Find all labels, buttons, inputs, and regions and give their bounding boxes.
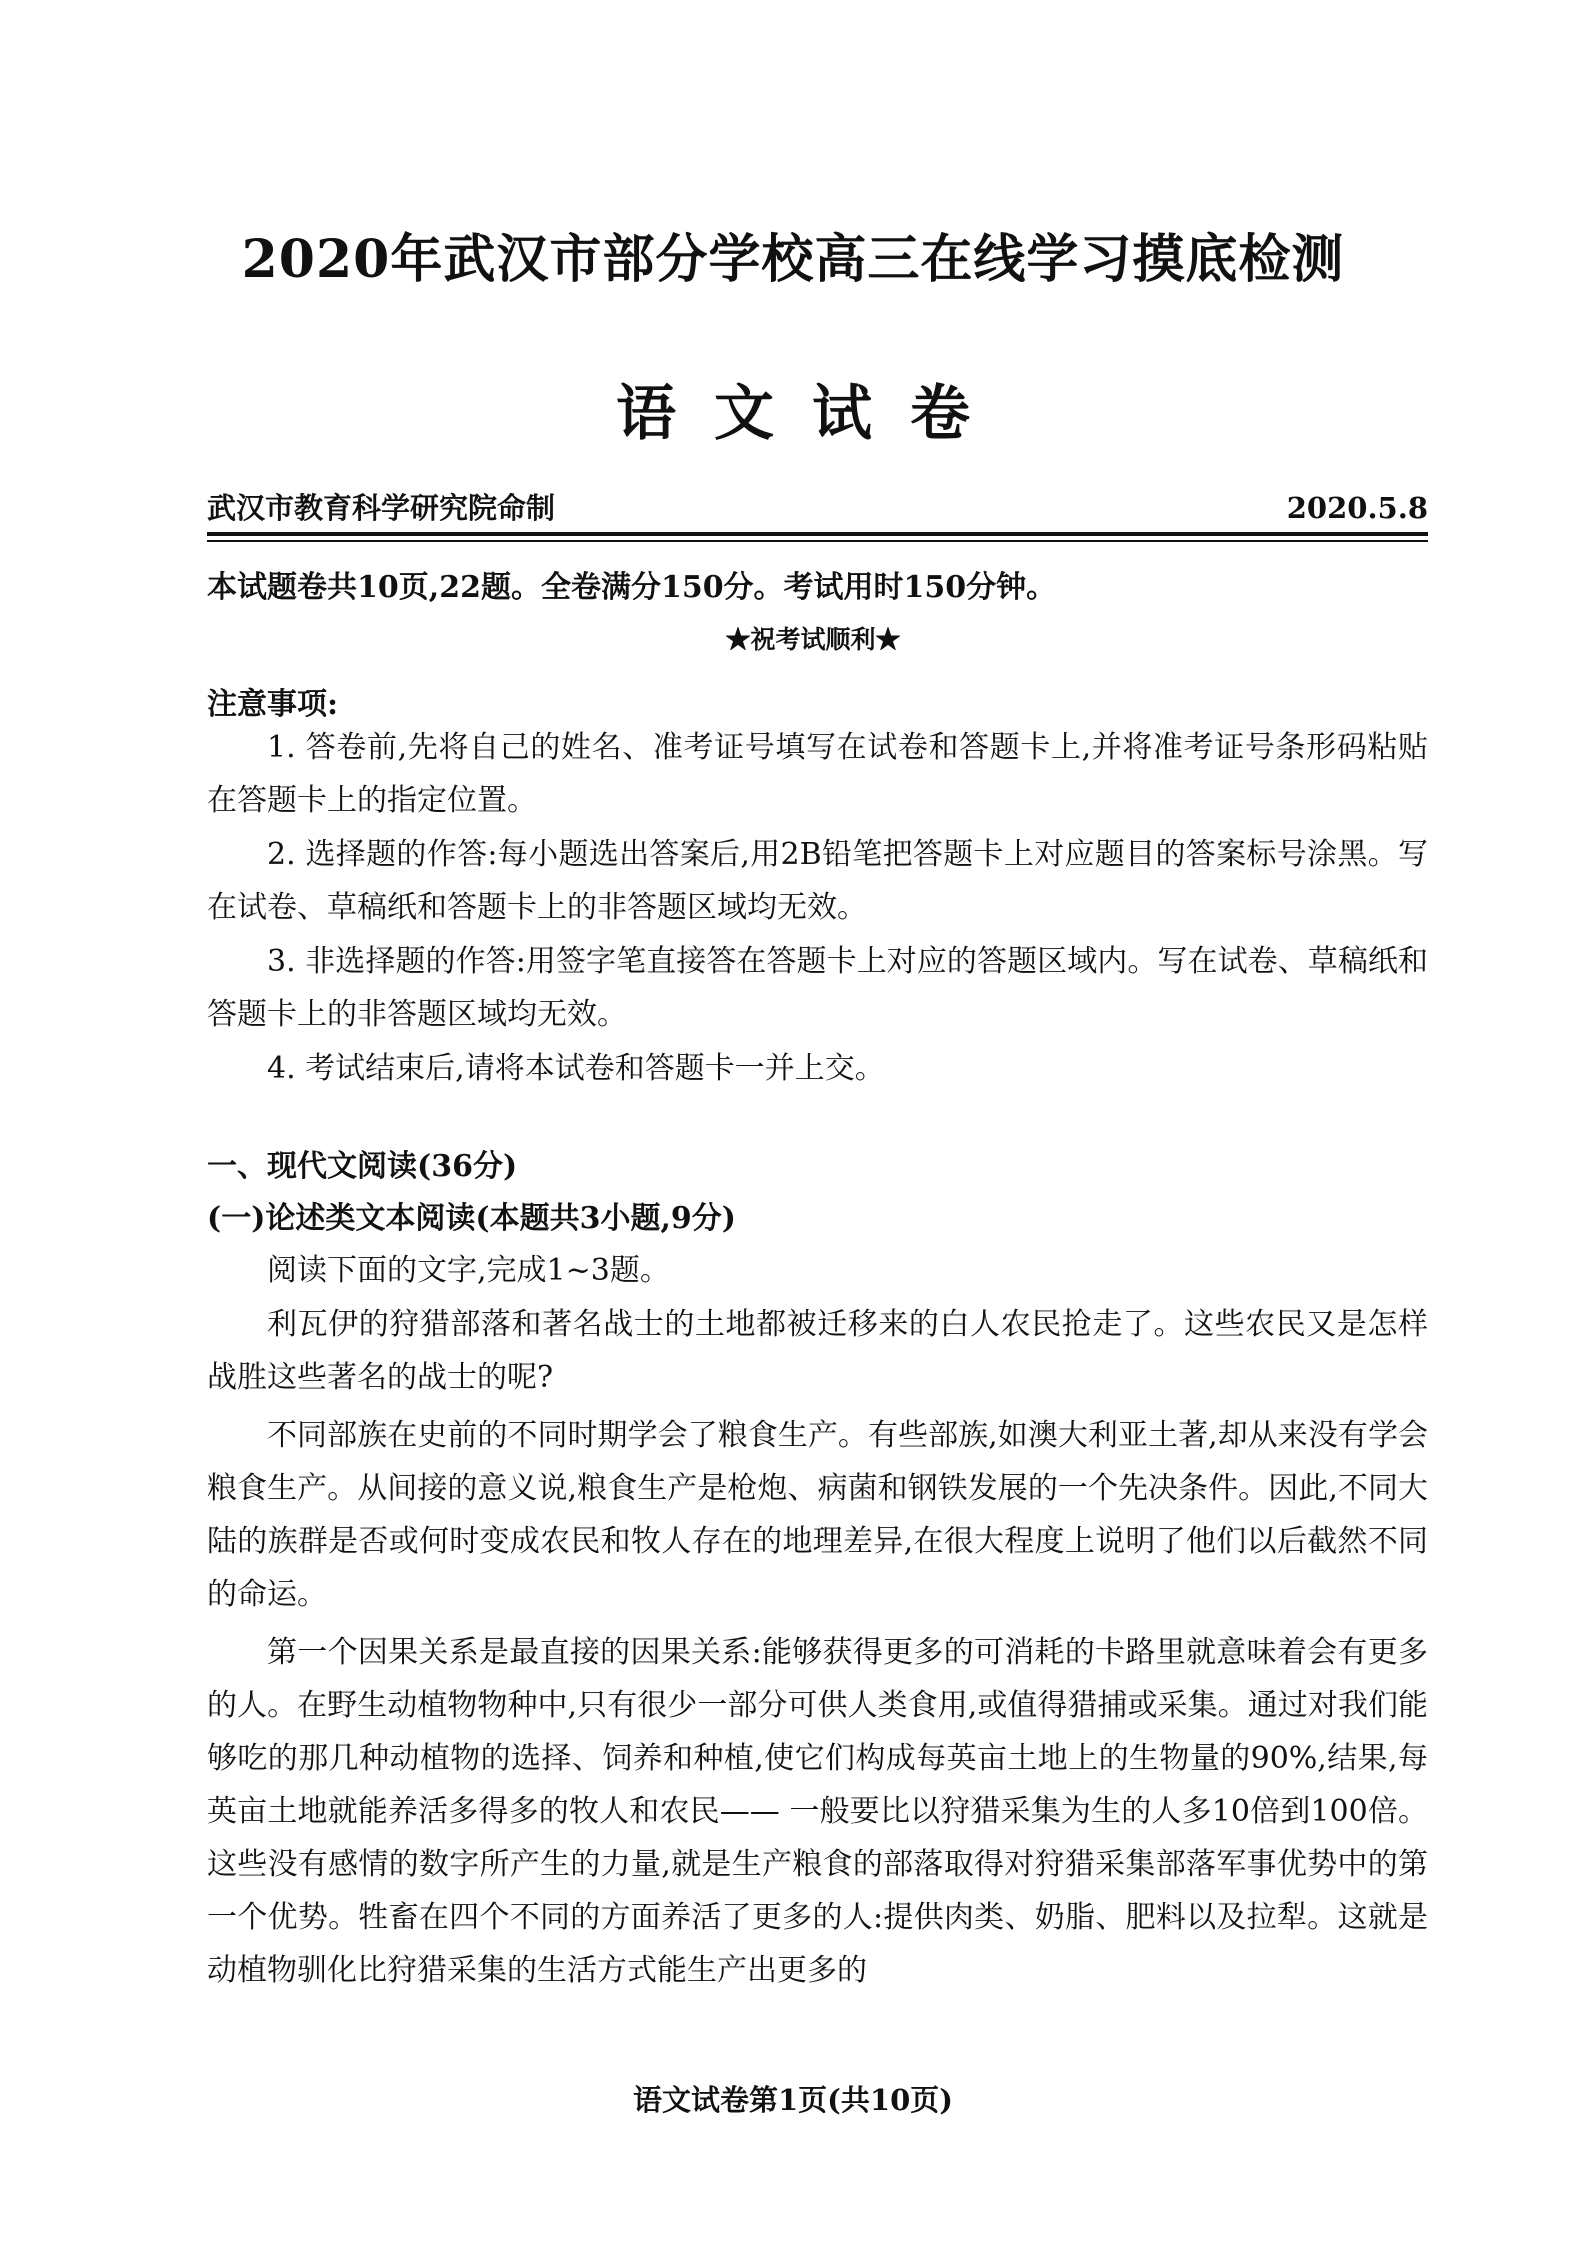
paper-subject-title: 语文试卷 bbox=[616, 379, 1008, 449]
passage-paragraph: 第一个因果关系是最直接的因果关系:能够获得更多的可消耗的卡路里就意味着会有更多的人。在野生动植物物种中,只有很少一部分可供人类食用,或值得猎捕或采集。通过对我们能够吃的那几种动植物的选择、饲养和种植,使它们构成每英亩土地上的生物量的90%,结果,每英亩土地就能养活多得多的牧人和农民—— 一般要比以狩猎采集为生的人多10倍到100倍。这些没有感情的数字所产生的力量,就是生产粮食的部落取得对狩猎采集部落军事优势中的第一个优势。牲畜在四个不同的方面养活了更多的人:提供肉类、奶脂、肥料以及拉犁。这就是动植物驯化比狩猎采集的生活方式能生产出更多的 bbox=[207, 1635, 1428, 1988]
notice-item: 1. 答卷前,先将自己的姓名、准考证号填写在试卷和答题卡上,并将准考证号条形码粘贴在答题卡上的指定位置。 bbox=[207, 730, 1428, 818]
passage-paragraph: 利瓦伊的狩猎部落和著名战士的土地都被迁移来的白人农民抢走了。这些农民又是怎样战胜这些著名的战士的呢? bbox=[207, 1307, 1428, 1395]
header-rule-thick bbox=[207, 532, 1428, 536]
issuer-row bbox=[207, 488, 1428, 528]
issuer-name: 武汉市教育科学研究院命制 bbox=[207, 491, 556, 525]
notice-item: 2. 选择题的作答:每小题选出答案后,用2B铅笔把答题卡上对应题目的答案标号涂黑。写在试卷、草稿纸和答题卡上的非答题区域均无效。 bbox=[207, 837, 1428, 925]
exam-date: 2020.5.8 bbox=[1286, 491, 1428, 525]
exam-title: 2020年武汉市部分学校高三在线学习摸底检测 bbox=[241, 229, 1345, 290]
reading-instruction: 阅读下面的文字,完成1~3题。 bbox=[267, 1253, 670, 1288]
notice-item: 3. 非选择题的作答:用签字笔直接答在答题卡上对应的答题区域内。写在试卷、草稿纸和答题卡上的非答题区域均无效。 bbox=[207, 944, 1428, 1032]
notice-item: 4. 考试结束后,请将本试卷和答题卡一并上交。 bbox=[267, 1051, 885, 1086]
page-footer: 语文试卷第1页(共10页) bbox=[633, 2083, 953, 2117]
subsection-heading: (一)论述类文本阅读(本题共3小题,9分) bbox=[207, 1201, 736, 1236]
notice-heading: 注意事项: bbox=[207, 687, 339, 722]
blessing-line: ★祝考试顺利★ bbox=[725, 625, 901, 654]
section-heading: 一、现代文阅读(36分) bbox=[207, 1149, 518, 1184]
header-rule-thin bbox=[207, 540, 1428, 542]
passage-paragraph: 不同部族在史前的不同时期学会了粮食生产。有些部族,如澳大利亚土著,却从来没有学会粮食生产。从间接的意义说,粮食生产是枪炮、病菌和钢铁发展的一个先决条件。因此,不同大陆的族群是否或何时变成农民和牧人存在的地理差异,在很大程度上说明了他们以后截然不同的命运。 bbox=[207, 1418, 1428, 1612]
exam-info-line: 本试题卷共10页,22题。全卷满分150分。考试用时150分钟。 bbox=[207, 570, 1057, 605]
